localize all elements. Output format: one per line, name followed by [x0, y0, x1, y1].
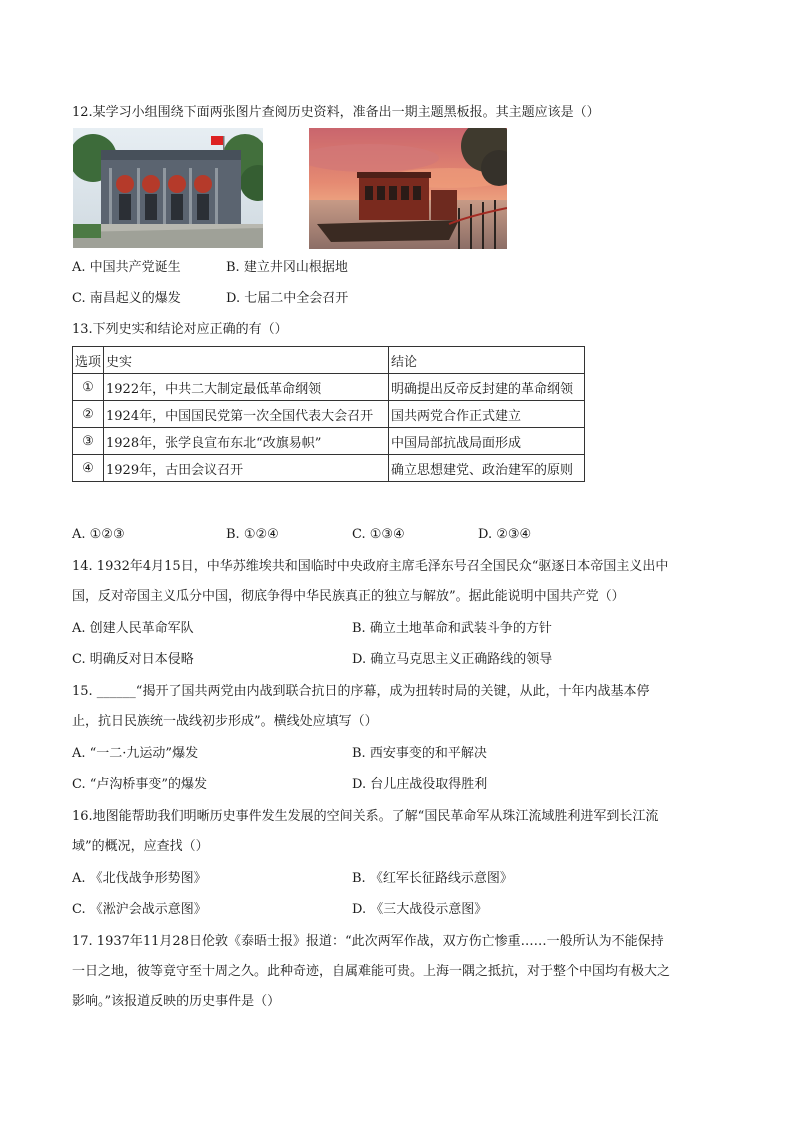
q16-option-a[interactable]: A. 《北伐战争形势图》 — [72, 871, 207, 886]
table-cell: ① — [73, 374, 104, 401]
q14-option-a[interactable]: A. 创建人民革命军队 — [72, 621, 194, 636]
q14-option-b[interactable]: B. 确立土地革命和武装斗争的方针 — [352, 621, 552, 636]
q13-option-c[interactable]: C. ①③④ — [352, 527, 405, 542]
q13-stem: 13.下列史实和结论对应正确的有（） — [72, 322, 288, 337]
q14-stem-line-2: 国，反对帝国主义瓜分中国，彻底争得中华民族真正的独立与解放”。据此能说明中国共产党（） — [72, 589, 625, 604]
q16-option-c[interactable]: C. 《淞沪会战示意图》 — [72, 902, 207, 917]
table-cell: 中国局部抗战局面形成 — [389, 428, 585, 455]
q14-option-d[interactable]: D. 确立马克思主义正确路线的领导 — [352, 652, 553, 667]
q12-option-d[interactable]: D. 七届二中全会召开 — [226, 291, 349, 306]
table-cell: ④ — [73, 455, 104, 482]
table-header-row — [73, 347, 585, 374]
table-row — [73, 428, 585, 455]
q14-stem-line-1: 14. 1932年4月15日，中华苏维埃共和国临时中央政府主席毛泽东号召全国民众“驱逐日本帝国主义出中 — [72, 559, 669, 574]
table-cell: 1928年，张学良宣布东北“改旗易帜” — [104, 428, 389, 455]
table-row — [73, 401, 585, 428]
table-cell: 国共两党合作正式建立 — [389, 401, 585, 428]
memorial-hall-photo — [73, 128, 263, 248]
table-row — [73, 374, 585, 401]
q12-stem: 12.某学习小组围绕下面两张图片查阅历史资料，准备出一期主题黑板报。其主题应该是（） — [72, 105, 600, 120]
q15-option-b[interactable]: B. 西安事变的和平解决 — [352, 746, 487, 761]
q16-stem-line-1: 16.地图能帮助我们明晰历史事件发生发展的空间关系。了解“国民革命军从珠江流域胜利进军到长江流 — [72, 809, 659, 824]
q13-table — [72, 346, 585, 482]
q15-option-a[interactable]: A. “一二·九运动”爆发 — [72, 746, 199, 761]
q15-option-d[interactable]: D. 台儿庄战役取得胜利 — [352, 777, 488, 792]
q12-option-c[interactable]: C. 南昌起义的爆发 — [72, 291, 181, 306]
q15-option-c[interactable]: C. “卢沟桥事变”的爆发 — [72, 777, 208, 792]
table-cell: ② — [73, 401, 104, 428]
q12-option-b[interactable]: B. 建立井冈山根据地 — [226, 260, 348, 275]
q16-stem-line-2: 域”的概况，应查找（） — [72, 839, 209, 854]
q13-option-b[interactable]: B. ①②④ — [226, 527, 279, 542]
table-cell: ③ — [73, 428, 104, 455]
q17-stem-line-3: 影响。”该报道反映的历史事件是（） — [72, 994, 281, 1009]
table-cell: 1922年，中共二大制定最低革命纲领 — [104, 374, 389, 401]
q16-option-b[interactable]: B. 《红军长征路线示意图》 — [352, 871, 513, 886]
table-row — [73, 455, 585, 482]
q13-option-a[interactable]: A. ①②③ — [72, 527, 125, 542]
table-cell: 1924年，中国国民党第一次全国代表大会召开 — [104, 401, 389, 428]
table-cell: 明确提出反帝反封建的革命纲领 — [389, 374, 585, 401]
q15-stem-line-2: 止，抗日民族统一战线初步形成”。横线处应填写（） — [72, 714, 378, 729]
red-boat-photo — [309, 128, 507, 249]
q14-option-c[interactable]: C. 明确反对日本侵略 — [72, 652, 194, 667]
q16-option-d[interactable]: D. 《三大战役示意图》 — [352, 902, 488, 917]
q15-stem-line-1: 15. ______“揭开了国共两党由内战到联合抗日的序幕，成为扭转时局的关键，从此，十年内战基本停 — [72, 684, 650, 699]
q12-option-a[interactable]: A. 中国共产党诞生 — [72, 260, 181, 275]
q13-option-d[interactable]: D. ②③④ — [478, 527, 532, 542]
q17-stem-line-1: 17. 1937年11月28日伦敦《泰晤士报》报道：“此次两军作战，双方伤亡惨重……一般所认为不能保持 — [72, 934, 664, 949]
table-cell: 确立思想建党、政治建军的原则 — [389, 455, 585, 482]
q17-stem-line-2: 一日之地，彼等竟守至十周之久。此种奇迹，自属难能可贵。上海一隅之抵抗，对于整个中国均有极大之 — [72, 964, 671, 979]
table-header-cell: 史实 — [104, 347, 389, 374]
table-header-cell: 结论 — [389, 347, 585, 374]
table-header-cell: 选项 — [73, 347, 104, 374]
table-cell: 1929年，古田会议召开 — [104, 455, 389, 482]
